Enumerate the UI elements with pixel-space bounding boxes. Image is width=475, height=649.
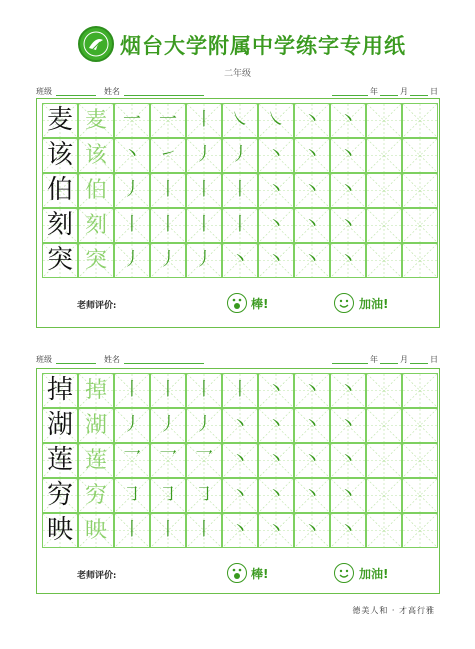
stroke-guide: 丿 (195, 249, 213, 270)
stroke-guide: 丨 (159, 379, 177, 400)
praise-good[interactable]: 棒! (251, 297, 269, 311)
grid-cell[interactable] (402, 373, 438, 408)
stroke-guide: 丶 (267, 449, 285, 470)
grid-cell[interactable] (258, 478, 294, 513)
stroke-guide: 丶 (231, 484, 249, 505)
grid-cell[interactable] (78, 478, 114, 513)
stroke-guide: 丿 (195, 414, 213, 435)
page-title: 烟台大学附属中学练字专用纸 (120, 34, 406, 58)
model-character: 湖 (46, 410, 73, 440)
grid-cell[interactable] (42, 513, 78, 548)
grid-cell[interactable] (402, 103, 438, 138)
stroke-guide: 丶 (267, 379, 285, 400)
grid-cell[interactable] (330, 408, 366, 443)
stroke-guide: 丿 (159, 414, 177, 435)
grid-cell[interactable] (114, 243, 150, 278)
grid-cell[interactable] (186, 243, 222, 278)
grid-cell[interactable] (258, 243, 294, 278)
stroke-guide: 丨 (123, 379, 141, 400)
year-label: 年 (370, 87, 378, 96)
shouting-face-icon[interactable] (227, 293, 247, 313)
stroke-guide: 丶 (339, 519, 357, 540)
trace-character: 掉 (84, 378, 107, 403)
practice-sheet-2 (36, 368, 440, 594)
stroke-guide: 丶 (267, 414, 285, 435)
grid-cell[interactable] (114, 443, 150, 478)
praise-good[interactable]: 棒! (251, 567, 269, 581)
stroke-guide: 一 (123, 109, 141, 130)
grid-cell[interactable] (294, 208, 330, 243)
stroke-guide: 乛 (159, 449, 177, 470)
grid-cell[interactable] (294, 443, 330, 478)
grid-cell[interactable] (366, 478, 402, 513)
grid-cell[interactable] (366, 513, 402, 548)
grid-cell[interactable] (222, 243, 258, 278)
grid-cell[interactable] (330, 173, 366, 208)
model-character: 莲 (46, 445, 73, 475)
trace-character: 伯 (84, 178, 107, 203)
grid-cell[interactable] (222, 103, 258, 138)
grid-cell[interactable] (330, 478, 366, 513)
stroke-guide: ㇏ (231, 109, 249, 130)
class-field-line[interactable] (56, 95, 96, 96)
grid-cell[interactable] (186, 478, 222, 513)
grade-label: 二年级 (223, 69, 251, 79)
stroke-guide: 丶 (303, 519, 321, 540)
grid-cell[interactable] (78, 443, 114, 478)
practice-sheet-1 (36, 98, 440, 328)
day-label: 日 (430, 355, 438, 364)
grid-cell[interactable] (186, 103, 222, 138)
stroke-guide: 丶 (231, 449, 249, 470)
grid-cell[interactable] (114, 373, 150, 408)
stroke-guide: 丶 (339, 144, 357, 165)
stroke-guide: 丨 (195, 109, 213, 130)
shouting-face-icon[interactable] (227, 563, 247, 583)
grid-cell[interactable] (42, 173, 78, 208)
evaluation-label: 老师评价: (77, 301, 117, 311)
grid-cell[interactable] (366, 138, 402, 173)
grid-cell[interactable] (78, 208, 114, 243)
stroke-guide: 丿 (123, 414, 141, 435)
stroke-guide: 丶 (339, 484, 357, 505)
stroke-guide: ㇏ (267, 109, 285, 130)
grid-cell[interactable] (42, 373, 78, 408)
evaluation-label: 老师评价: (77, 571, 117, 581)
stroke-guide: 丶 (339, 449, 357, 470)
year-field-line[interactable] (332, 95, 368, 96)
praise-cheer[interactable]: 加油! (359, 567, 389, 581)
grid-cell[interactable] (114, 208, 150, 243)
grid-cell[interactable] (150, 513, 186, 548)
model-character: 刻 (46, 210, 73, 240)
stroke-guide: 丶 (123, 144, 141, 165)
grid-cell[interactable] (366, 103, 402, 138)
grid-cell[interactable] (402, 243, 438, 278)
grid-cell[interactable] (366, 173, 402, 208)
stroke-guide: 丨 (195, 214, 213, 235)
day-label: 日 (430, 87, 438, 96)
school-motto: 德美人和 · 才高行雅 (352, 606, 435, 615)
praise-cheer[interactable]: 加油! (359, 297, 389, 311)
stroke-guide: ㇆ (195, 484, 213, 505)
stroke-guide: 丶 (339, 109, 357, 130)
stroke-guide: 丨 (231, 379, 249, 400)
grid-cell[interactable] (114, 173, 150, 208)
stroke-guide: 丶 (303, 414, 321, 435)
grid-cell[interactable] (330, 138, 366, 173)
month-field-line[interactable] (380, 95, 398, 96)
grid-cell[interactable] (186, 408, 222, 443)
grid-cell[interactable] (258, 208, 294, 243)
grid-cell[interactable] (78, 243, 114, 278)
grid-cell[interactable] (150, 173, 186, 208)
school-logo (78, 26, 114, 62)
grid-cell[interactable] (186, 513, 222, 548)
grid-cell[interactable] (78, 138, 114, 173)
grid-cell[interactable] (330, 513, 366, 548)
smiley-face-icon[interactable] (334, 293, 354, 313)
trace-character: 莲 (84, 448, 107, 473)
trace-character: 刻 (84, 213, 107, 238)
grid-cell[interactable] (402, 513, 438, 548)
stroke-guide: 丨 (123, 519, 141, 540)
stroke-guide: ㇆ (159, 484, 177, 505)
grid-cell[interactable] (42, 208, 78, 243)
model-character: 伯 (46, 175, 73, 205)
grid-cell[interactable] (330, 443, 366, 478)
grid-cell[interactable] (402, 208, 438, 243)
evaluation-row (37, 563, 441, 587)
grid-cell[interactable] (294, 243, 330, 278)
trace-character: 突 (84, 248, 107, 273)
grid-cell[interactable] (258, 103, 294, 138)
month-label: 月 (400, 355, 408, 364)
stroke-guide: 丨 (159, 519, 177, 540)
stroke-guide: 丨 (195, 379, 213, 400)
grid-cell[interactable] (402, 173, 438, 208)
grid-cell[interactable] (222, 373, 258, 408)
page-header (0, 22, 475, 82)
grid-cell[interactable] (258, 443, 294, 478)
grid-cell[interactable] (366, 243, 402, 278)
grid-cell[interactable] (78, 103, 114, 138)
stroke-guide: 丶 (267, 179, 285, 200)
grid-cell[interactable] (150, 478, 186, 513)
grid-cell[interactable] (258, 513, 294, 548)
year-label: 年 (370, 355, 378, 364)
grid-cell[interactable] (186, 443, 222, 478)
grid-cell[interactable] (366, 373, 402, 408)
grid-cell[interactable] (366, 408, 402, 443)
grid-cell[interactable] (150, 408, 186, 443)
trace-character: 湖 (84, 413, 107, 438)
grid-cell[interactable] (330, 208, 366, 243)
grid-cell[interactable] (42, 478, 78, 513)
stroke-guide: 丶 (267, 249, 285, 270)
grid-cell[interactable] (258, 408, 294, 443)
name-field-line[interactable] (124, 363, 204, 364)
grid-cell[interactable] (186, 373, 222, 408)
grid-cell[interactable] (42, 243, 78, 278)
stroke-guide: 丶 (303, 144, 321, 165)
grid-cell[interactable] (42, 103, 78, 138)
stroke-guide: 丶 (303, 484, 321, 505)
grid-cell[interactable] (294, 173, 330, 208)
grid-cell[interactable] (78, 373, 114, 408)
grid-cell[interactable] (294, 513, 330, 548)
grid-cell[interactable] (294, 408, 330, 443)
grid-cell[interactable] (186, 173, 222, 208)
stroke-guide: 丿 (231, 144, 249, 165)
day-field-line[interactable] (410, 363, 428, 364)
stroke-guide: 丶 (267, 484, 285, 505)
stroke-guide: 丨 (123, 214, 141, 235)
stroke-guide: 丶 (303, 109, 321, 130)
model-character: 突 (46, 245, 73, 275)
grid-cell[interactable] (114, 103, 150, 138)
info-row (36, 354, 441, 366)
stroke-guide: 丶 (339, 379, 357, 400)
grid-cell[interactable] (330, 373, 366, 408)
trace-character: 麦 (84, 108, 107, 133)
grid-cell[interactable] (294, 373, 330, 408)
stroke-guide: 丶 (267, 144, 285, 165)
grid-cell[interactable] (42, 408, 78, 443)
grid-cell[interactable] (114, 408, 150, 443)
year-field-line[interactable] (332, 363, 368, 364)
grid-cell[interactable] (186, 208, 222, 243)
stroke-guide: 丿 (159, 249, 177, 270)
name-label: 姓名 (104, 87, 120, 96)
stroke-guide: 乛 (123, 449, 141, 470)
stroke-guide: 丨 (231, 214, 249, 235)
stroke-guide: 丶 (231, 249, 249, 270)
grid-cell[interactable] (222, 208, 258, 243)
day-field-line[interactable] (410, 95, 428, 96)
grid-cell[interactable] (114, 513, 150, 548)
month-field-line[interactable] (380, 363, 398, 364)
grid-cell[interactable] (42, 443, 78, 478)
stroke-guide: 丨 (159, 179, 177, 200)
stroke-guide: ㇀ (159, 144, 177, 165)
month-label: 月 (400, 87, 408, 96)
grid-cell[interactable] (330, 103, 366, 138)
grid-cell[interactable] (150, 103, 186, 138)
grid-cell[interactable] (114, 478, 150, 513)
name-label: 姓名 (104, 355, 120, 364)
grid-cell[interactable] (366, 208, 402, 243)
stroke-guide: 丿 (195, 144, 213, 165)
grid-cell[interactable] (258, 373, 294, 408)
grid-cell[interactable] (150, 443, 186, 478)
grid-cell[interactable] (402, 443, 438, 478)
stroke-guide: 丨 (231, 179, 249, 200)
stroke-guide: 丶 (339, 214, 357, 235)
grid-cell[interactable] (222, 443, 258, 478)
evaluation-row (37, 293, 441, 317)
stroke-guide: 丶 (303, 449, 321, 470)
stroke-guide: 一 (159, 109, 177, 130)
stroke-guide: 丶 (303, 379, 321, 400)
grid-cell[interactable] (78, 173, 114, 208)
stroke-guide: 丨 (195, 179, 213, 200)
info-row (36, 86, 441, 98)
grid-cell[interactable] (150, 373, 186, 408)
class-label: 班级 (36, 87, 52, 96)
stroke-guide: 丶 (303, 179, 321, 200)
grid-cell[interactable] (186, 138, 222, 173)
grid-cell[interactable] (222, 408, 258, 443)
model-character: 映 (46, 515, 73, 545)
stroke-guide: 丶 (231, 519, 249, 540)
stroke-guide: 丶 (339, 179, 357, 200)
grid-cell[interactable] (150, 138, 186, 173)
stroke-guide: 丿 (123, 179, 141, 200)
stroke-guide: 丶 (267, 519, 285, 540)
grid-cell[interactable] (78, 408, 114, 443)
stroke-guide: 丶 (339, 249, 357, 270)
trace-character: 映 (84, 518, 107, 543)
stroke-guide: 丶 (303, 214, 321, 235)
grid-cell[interactable] (222, 478, 258, 513)
trace-character: 穷 (84, 483, 107, 508)
grid-cell[interactable] (150, 208, 186, 243)
stroke-guide: ㇆ (123, 484, 141, 505)
grid-cell[interactable] (402, 138, 438, 173)
grid-cell[interactable] (330, 243, 366, 278)
grid-cell[interactable] (42, 138, 78, 173)
grid-cell[interactable] (366, 443, 402, 478)
stroke-guide: 丶 (303, 249, 321, 270)
grid-cell[interactable] (222, 513, 258, 548)
stroke-guide: 丶 (231, 414, 249, 435)
class-field-line[interactable] (56, 363, 96, 364)
trace-character: 该 (84, 143, 107, 168)
grid-cell[interactable] (294, 138, 330, 173)
stroke-guide: 乛 (195, 449, 213, 470)
stroke-guide: 丶 (267, 214, 285, 235)
grid-cell[interactable] (294, 103, 330, 138)
stroke-guide: 丿 (123, 249, 141, 270)
grid-cell[interactable] (114, 138, 150, 173)
stroke-guide: 丶 (339, 414, 357, 435)
grid-cell[interactable] (402, 478, 438, 513)
class-label: 班级 (36, 355, 52, 364)
stroke-guide: 丨 (195, 519, 213, 540)
grid-cell[interactable] (222, 138, 258, 173)
model-character: 穷 (46, 480, 73, 510)
grid-cell[interactable] (222, 173, 258, 208)
grid-cell[interactable] (150, 243, 186, 278)
model-character: 掉 (46, 375, 73, 405)
name-field-line[interactable] (124, 95, 204, 96)
model-character: 麦 (46, 105, 73, 135)
grid-cell[interactable] (402, 408, 438, 443)
grid-cell[interactable] (78, 513, 114, 548)
grid-cell[interactable] (258, 138, 294, 173)
grid-cell[interactable] (294, 478, 330, 513)
model-character: 该 (46, 140, 73, 170)
grid-cell[interactable] (258, 173, 294, 208)
smiley-face-icon[interactable] (334, 563, 354, 583)
stroke-guide: 丨 (159, 214, 177, 235)
